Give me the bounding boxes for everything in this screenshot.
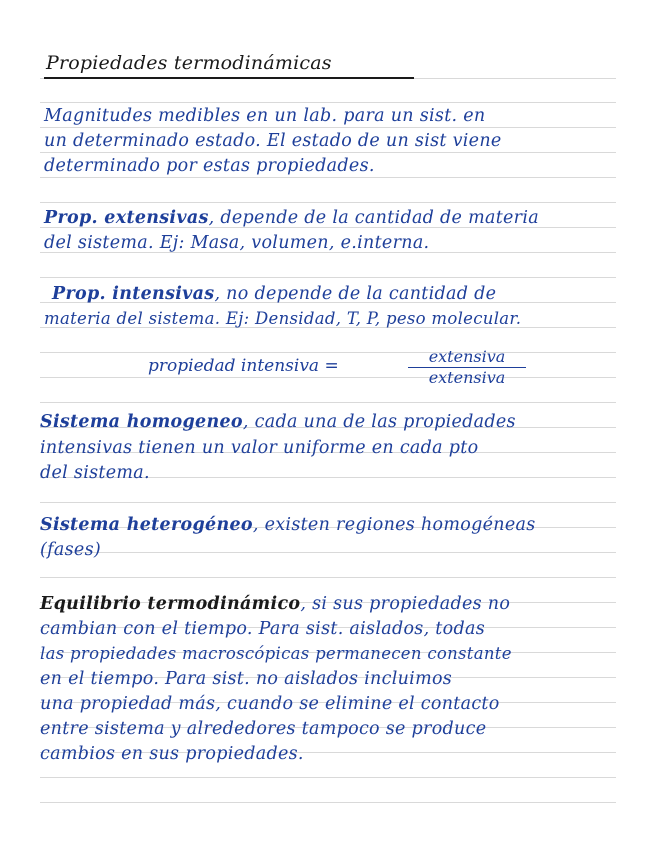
term-heading: Prop. intensivas: [52, 284, 215, 304]
term-heading: Sistema heterogéneo: [40, 515, 253, 535]
definition-text: , no depende de la cantidad de: [214, 284, 497, 304]
text-line: cambios en sus propiedades.: [40, 744, 304, 764]
definition-text: , depende de la cantidad de materia: [208, 208, 539, 228]
text-line: en el tiempo. Para sist. no aislados incluimos: [40, 669, 453, 689]
text-line: Magnitudes medibles en un lab. para un sist. en: [44, 106, 486, 126]
ruled-line: [40, 277, 616, 278]
ruled-line: [40, 102, 616, 103]
ruled-line: [40, 502, 616, 503]
text-line: del sistema.: [40, 463, 150, 483]
formula-fraction: [402, 348, 532, 387]
text-line: cambian con el tiempo. Para sist. aislados, todas: [40, 619, 485, 639]
ruled-line: [40, 802, 616, 803]
text-line: determinado por estas propiedades.: [44, 156, 375, 176]
term-heading: Sistema homogeneo: [40, 412, 243, 432]
definition-line: [52, 282, 496, 306]
text-line: intensivas tienen un valor uniforme en cada pto: [40, 438, 479, 458]
definition-line: [40, 513, 536, 537]
ruled-line: [40, 202, 616, 203]
text-line: un determinado estado. El estado de un sist viene: [44, 131, 502, 151]
definition-line: [40, 592, 510, 616]
ruled-line: [40, 402, 616, 403]
text-line: materia del sistema. Ej: Densidad, T, P, peso molecular.: [44, 309, 522, 328]
ruled-line: [40, 577, 616, 578]
definition-text: , cada una de las propiedades: [242, 412, 516, 432]
fraction-numerator: extensiva: [428, 347, 506, 366]
text-line: una propiedad más, cuando se elimine el contacto: [40, 694, 500, 714]
definition-text: , si sus propiedades no: [300, 594, 511, 614]
definition-line: [40, 410, 516, 434]
text-line: del sistema. Ej: Masa, volumen, e.interna.: [44, 233, 430, 253]
term-heading: Prop. extensivas: [44, 208, 209, 228]
title-underline: [44, 77, 414, 79]
text-line: las propiedades macroscópicas permanecen constante: [40, 644, 512, 663]
text-line: (fases): [40, 540, 101, 560]
page-title: Propiedades termodinámicas: [46, 52, 332, 74]
text-line: entre sistema y alrededores tampoco se produce: [40, 719, 487, 739]
fraction-denominator: extensiva: [428, 368, 506, 387]
definition-line: [44, 206, 539, 230]
ruled-line: [40, 552, 616, 553]
term-heading: Equilibrio termodinámico: [40, 594, 301, 614]
formula-lhs: propiedad intensiva =: [148, 356, 339, 376]
definition-text: , existen regiones homogéneas: [252, 515, 536, 535]
ruled-line: [40, 777, 616, 778]
